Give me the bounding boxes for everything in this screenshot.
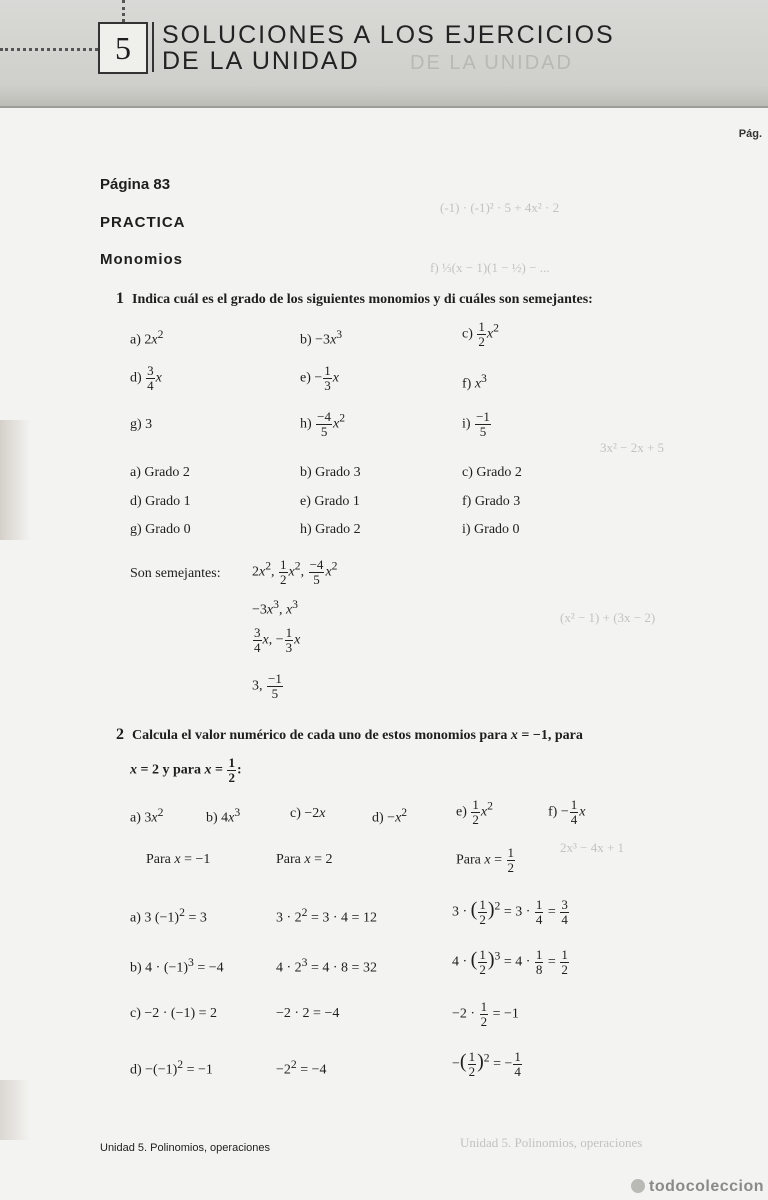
result-d-1: $d) -(-1)^2 = -1$ [130,1058,213,1078]
monomial-a: a) $2x^2$ [130,328,164,348]
unit-number-box: 5 [98,22,148,74]
grade-f: f) Grado 3 [462,494,521,509]
exercise-number: 1 [116,290,124,307]
similar-group-3: $\frac{3}{4}$ x, − $\frac{1}{3}$ x [254,625,301,655]
monomial-d: d) $\frac{3}{4}$ x [130,363,162,393]
statement-text: y para [162,762,201,778]
col-header-label: Para [146,852,171,867]
header-divider [152,22,154,72]
corner-page-label: Pág. [738,128,762,140]
monomial-2e: e) $\frac{1}{2}$ $x^2$ [456,797,493,827]
bleed-through-text: 2x³ − 4x + 1 [560,840,625,855]
header-title-line2: DE LA UNIDAD [162,47,360,75]
similar-group-1: $2x^2$, $\frac{1}{2}$ $x^2$, $\frac{-4}{5}$ $x^2$ [252,557,338,587]
statement-text: Indica cuál es el grado de los siguientes monomios y di cuáles son semejantes: [132,292,593,307]
result-d-3: −( $\frac{1}{2}$ )$^2$ = − $\frac{1}{4}$ [452,1049,521,1079]
grade-g: g) Grado 0 [130,522,191,537]
grade-i: i) Grado 0 [462,522,520,537]
statement-text: Calcula el valor numérico de cada uno de estos monomios para [132,728,508,743]
exercise-number: 2 [116,726,124,743]
page-shadow [0,420,30,540]
ghost-bleed-title: DE LA UNIDAD [410,52,573,74]
exercise-2-statement: 2 Calcula el valor numérico de cada uno de estos monomios para x = −1, para [116,726,583,743]
monomial-h: h) $\frac{-4}{5}$ $x^2$ [300,409,346,439]
monomial-2c: c) −2x [290,806,326,821]
page-shadow-lower [0,1080,30,1140]
result-a-1: a) 3 $(-1)^2 = 3$ [130,906,207,926]
col-header-x-minus-1: Para x = −1 [146,852,211,867]
result-b-3: 4 · ( $\frac{1}{2}$ )$^3$ = 4 · $\frac{1}{8}$ = $\frac{1}{2}$ [452,947,568,977]
similar-group-2: $-3x^3$, $x^3$ [252,598,298,618]
section-title: PRACTICA [100,214,186,231]
result-a-3: 3 · ( $\frac{1}{2}$ )$^2$ = 3 · $\frac{1}{4}$ = $\frac{3}{4}$ [452,897,568,927]
footer: Unidad 5. Polinomios, operaciones [100,1142,270,1154]
bleed-through-text: (-1) · (-1)² · 5 + 4x² · 2 [440,200,560,215]
bleed-through-text: f) ⅓(x − 1)(1 − ½) − ... [430,260,550,275]
watermark-text: todocoleccion [649,1178,764,1195]
bleed-through-text: Unidad 5. Polinomios, operaciones [460,1135,643,1150]
grade-b: b) Grado 3 [300,465,361,480]
result-d-2: $-2^2 = -4$ [276,1058,327,1078]
grade-d: d) Grado 1 [130,494,191,509]
monomial-b: $b) -3x^3$ [300,328,343,348]
monomial-2a: a) $3x^2$ [130,806,164,826]
page-number: Página 83 [100,176,171,193]
grade-h: h) Grado 2 [300,522,361,537]
result-c-3: −2 · $\frac{1}{2}$ = −1 [452,999,519,1029]
watermark-logo-icon [631,1179,645,1193]
result-b-2: $4 \cdot 2^3 = 4 \cdot 8 = 32$ [276,956,377,976]
statement-text: para [554,728,583,743]
result-a-2: $3 \cdot 2^2 = 3 \cdot 4 = 12$ [276,906,377,926]
result-b-1: b) $4 \cdot (-1)^3 = -4$ [130,956,224,976]
col-header-label: Para [276,852,301,867]
similar-label: Son semejantes: [130,566,221,581]
bleed-through-text: (x² − 1) + (3x − 2) [560,610,656,625]
header-dotted-rule [0,48,98,51]
header-dotted-line [122,0,127,22]
subsection-title: Monomios [100,251,183,268]
bleed-through-text: 3x² − 2x + 5 [600,440,665,455]
header-title-line1: SOLUCIONES A LOS EJERCICIOS [162,21,615,49]
result-c-1: c) −2 · (−1) = 2 [130,1006,218,1021]
col-header-label: Para [456,852,481,868]
monomial-2b: b) $4x^3$ [206,806,241,826]
grade-c: c) Grado 2 [462,465,522,480]
monomial-g: g) 3 [130,417,153,432]
monomial-f: f) $x^3$ [462,372,487,392]
col-header-x-half: Para x = $\frac{1}{2}$ [456,845,515,875]
monomial-e: e) − $\frac{1}{3}$ x [300,363,339,393]
monomial-2f: f) − $\frac{1}{4}$ x [548,797,586,827]
monomial-i: i) $\frac{-1}{5}$ [462,409,490,439]
exercise-2-statement-cont: x = 2 y para x = $\frac{1}{2}$ : [130,755,242,785]
similar-group-4: 3, $\frac{-1}{5}$ [252,671,282,701]
exercise-1-statement [116,290,593,308]
result-c-2: −2 · 2 = −4 [276,1006,340,1021]
col-header-x-2: Para x = 2 [276,852,333,867]
monomial-c: c) $\frac{1}{2}$ $x^2$ [462,319,499,349]
monomial-2d: $d) -x^2$ [372,806,408,826]
watermark [631,1178,764,1196]
grade-e: e) Grado 1 [300,494,360,509]
grade-a: a) Grado 2 [130,465,190,480]
